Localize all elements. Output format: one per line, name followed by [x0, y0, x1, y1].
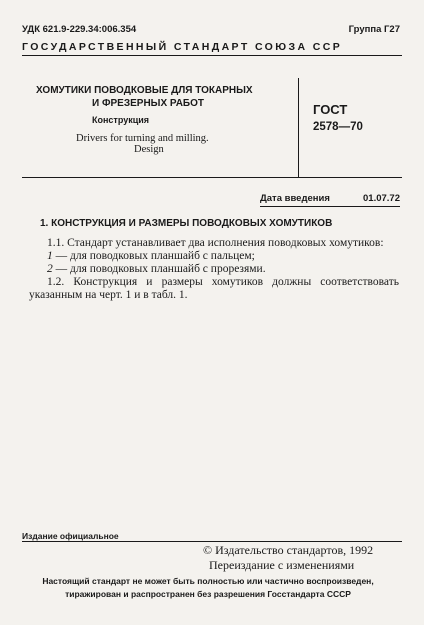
title-block — [36, 84, 296, 155]
introduction-date-label: Дата введения — [260, 193, 330, 204]
copyright-notice: © Издательство стандартов, 1992 — [203, 543, 374, 557]
standard-name: ГОСУДАРСТВЕННЫЙ СТАНДАРТ СОЮЗА ССР — [22, 41, 343, 53]
introduction-rule — [260, 206, 400, 207]
gost-label: ГОСТ — [313, 102, 348, 117]
official-edition-label: Издание официальное — [22, 531, 119, 541]
paragraph-1-1: 1.1. Стандарт устанавливает два исполнения поводковых хомутиков: — [47, 237, 384, 249]
header-rule — [22, 55, 402, 56]
section-heading: 1. КОНСТРУКЦИЯ И РАЗМЕРЫ ПОВОДКОВЫХ ХОМУТИКОВ — [40, 218, 333, 229]
footer-rule — [22, 541, 402, 542]
title-line-1: ХОМУТИКИ ПОВОДКОВЫЕ ДЛЯ ТОКАРНЫХ — [36, 85, 253, 96]
paragraph-1-2: 1.2. Конструкция и размеры хомутиков должны соответствовать указанным на черт. 1 и в табл. 1. — [29, 276, 399, 301]
reprint-notice: Переиздание с изменениями — [209, 558, 355, 572]
body-text — [29, 237, 399, 302]
gost-number: 2578—70 — [313, 121, 363, 133]
group-code: Группа Г27 — [348, 24, 400, 35]
english-title-line-1: Drivers for turning and milling. — [76, 133, 209, 144]
list-item-number: 2 — [47, 263, 53, 275]
list-item-text: — для поводковых планшайб с пальцем; — [52, 250, 255, 262]
list-item — [29, 263, 399, 276]
title-line-2: И ФРЕЗЕРНЫХ РАБОТ — [92, 98, 204, 109]
reproduction-notice-line-1: Настоящий стандарт не может быть полностью или частично воспроизведен, — [42, 576, 374, 586]
list-item-text: — для поводковых планшайб с прорезями. — [52, 263, 266, 275]
title-bottom-rule — [22, 177, 402, 178]
list-item — [29, 250, 399, 263]
introduction-date: 01.07.72 — [363, 193, 400, 204]
reproduction-notice-line-2: тиражирован и распространен без разрешения Госстандарта СССР — [65, 589, 351, 599]
list-item-number: 1 — [47, 250, 53, 262]
title-divider — [298, 78, 299, 178]
title-subtitle: Конструкция — [92, 115, 150, 125]
english-title-line-2: Design — [134, 144, 164, 155]
udk-code: УДК 621.9-229.34:006.354 — [22, 24, 137, 35]
